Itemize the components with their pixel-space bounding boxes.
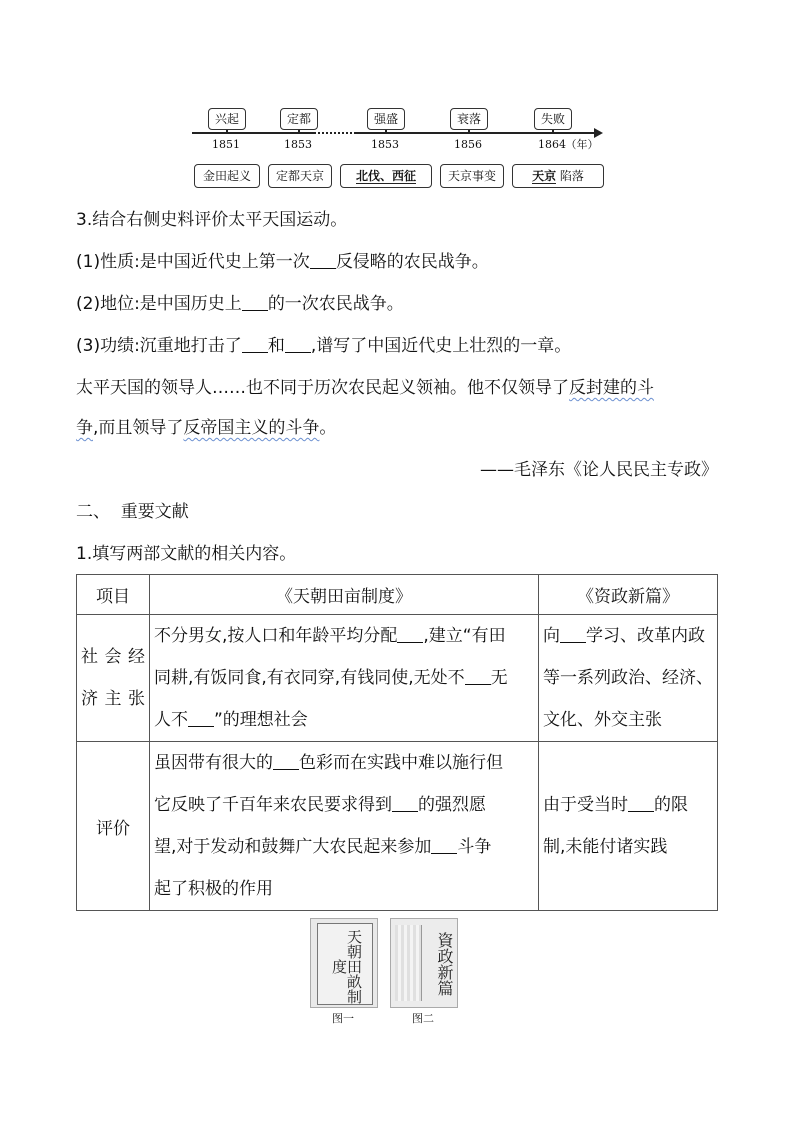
cell-text: 由于受当时 [543,795,628,815]
timeline-break [316,131,356,134]
timeline-event [340,164,432,188]
section-subheading: 1.填写两部文献的相关内容。 [76,544,297,564]
item-text: 反侵略的农民战争。 [335,252,489,272]
book-cover-image-1 [310,918,378,1008]
answer-blank[interactable] [397,626,423,643]
timeline-year: 1853 [284,138,312,151]
fill-in-item [76,250,489,274]
row-label-text: 社会经 [81,647,145,667]
item-text: (3)功绩:沉重地打击了 [76,336,242,356]
cell-text: 学习、改革内政 [586,626,705,646]
figure-caption: 图二 [412,1012,434,1025]
quote-line [76,416,336,440]
timeline-axis [192,132,596,134]
cell-text: 制,未能付诸实践 [543,837,668,857]
timeline-event: 金田起义 [194,164,260,188]
table-cell [150,742,539,911]
cell-text: 起了积极的作用 [154,879,273,899]
book-cover-title: 資政新篇 [435,932,454,996]
answer-blank[interactable] [242,336,268,353]
table-row [77,615,718,742]
row-label: 评价 [77,742,150,911]
timeline-event-text: 陷落 [559,169,584,183]
table-cell [539,615,718,742]
cell-text: 它反映了千百年来农民要求得到 [154,795,392,815]
quote-text: 。 [319,418,337,438]
figure-caption: 图一 [332,1012,354,1025]
table-header: 《资政新篇》 [539,575,718,615]
quote-highlight: 争 [76,418,93,438]
cell-text: 文化、外交主张 [543,710,662,730]
answer-blank[interactable] [242,294,268,311]
timeline-stage-label: 失败 [534,108,572,130]
answer-blank[interactable] [285,336,311,353]
cell-text: 的限 [654,795,688,815]
timeline-stage-label: 定都 [280,108,318,130]
cell-text: 虽因带有很大的 [154,753,273,773]
item-text: ,谱写了中国近代史上壮烈的一章。 [310,336,572,356]
answer-blank[interactable] [628,795,654,812]
cell-text: 同耕,有饭同食,有衣同穿,有钱同使,无处不 [154,668,465,688]
row-label-text: 济主张 [81,689,145,709]
table-cell [539,742,718,911]
answer-blank[interactable] [392,795,418,812]
section-heading: 3.结合右侧史料评价太平天国运动。 [76,210,348,230]
item-text: 的一次农民战争。 [267,294,404,314]
timeline-event [512,164,604,188]
quote-text: ,而且领导了 [93,418,184,438]
timeline-event-answer: 天京 [532,169,557,183]
timeline-event: 定都天京 [268,164,332,188]
quote-source: ——毛泽东《论人民民主专政》 [480,460,718,480]
timeline-year: 1864 [538,138,566,151]
item-text: (2)地位:是中国历史上 [76,294,242,314]
cell-text: 不分男女,按人口和年龄平均分配 [154,626,398,646]
table-header: 《天朝田亩制度》 [150,575,539,615]
cell-text: ”的理想社会 [214,710,308,730]
answer-blank[interactable] [465,668,491,685]
table-header: 项目 [77,575,150,615]
timeline-event-answer: 北伐、西征 [355,169,416,183]
cell-text: ,建立“有田 [423,626,506,646]
fill-in-item [76,292,404,316]
timeline-stage-label: 强盛 [367,108,405,130]
answer-blank[interactable] [188,710,214,727]
document-table [76,574,718,911]
row-label [77,615,150,742]
table-row [77,742,718,911]
timeline-year: 1851 [212,138,240,151]
item-text: 和 [267,336,285,356]
book-cover-image-2 [390,918,458,1008]
timeline-event: 天京事变 [440,164,504,188]
answer-blank[interactable] [560,626,586,643]
table-header-row [77,575,718,615]
table-cell [150,615,539,742]
arrow-right-icon [594,128,603,138]
fill-in-item [76,334,571,358]
timeline-stage-label: 兴起 [208,108,246,130]
quote-text: 太平天国的领导人……也不同于历次农民起义领袖。他不仅领导了 [76,378,569,398]
timeline-year: 1856 [454,138,482,151]
timeline-year-unit: （年） [565,138,599,151]
cell-text: 人不 [154,710,188,730]
cell-text: 望,对于发动和鼓舞广大农民起来参加 [154,837,432,857]
quote-highlight: 反帝国主义的斗争 [183,418,320,438]
timeline-year: 1853 [371,138,399,151]
cell-text: 等一系列政治、经济、 [543,668,713,688]
book-cover-title: 天朝田畝制度 [330,928,363,1004]
timeline-stage-label: 衰落 [450,108,488,130]
quote-highlight: 反封建的斗 [569,378,654,398]
cell-text: 色彩而在实践中难以施行但 [299,753,503,773]
cell-text: 斗争 [457,837,492,857]
section-heading: 二、 重要文献 [76,502,189,522]
answer-blank[interactable] [431,837,457,854]
cell-text: 无 [490,668,508,688]
quote-line [76,376,654,400]
answer-blank[interactable] [310,252,336,269]
item-text: (1)性质:是中国近代史上第一次 [76,252,310,272]
cell-text: 向 [543,626,560,646]
answer-blank[interactable] [273,753,299,770]
cell-text: 的强烈愿 [418,795,486,815]
